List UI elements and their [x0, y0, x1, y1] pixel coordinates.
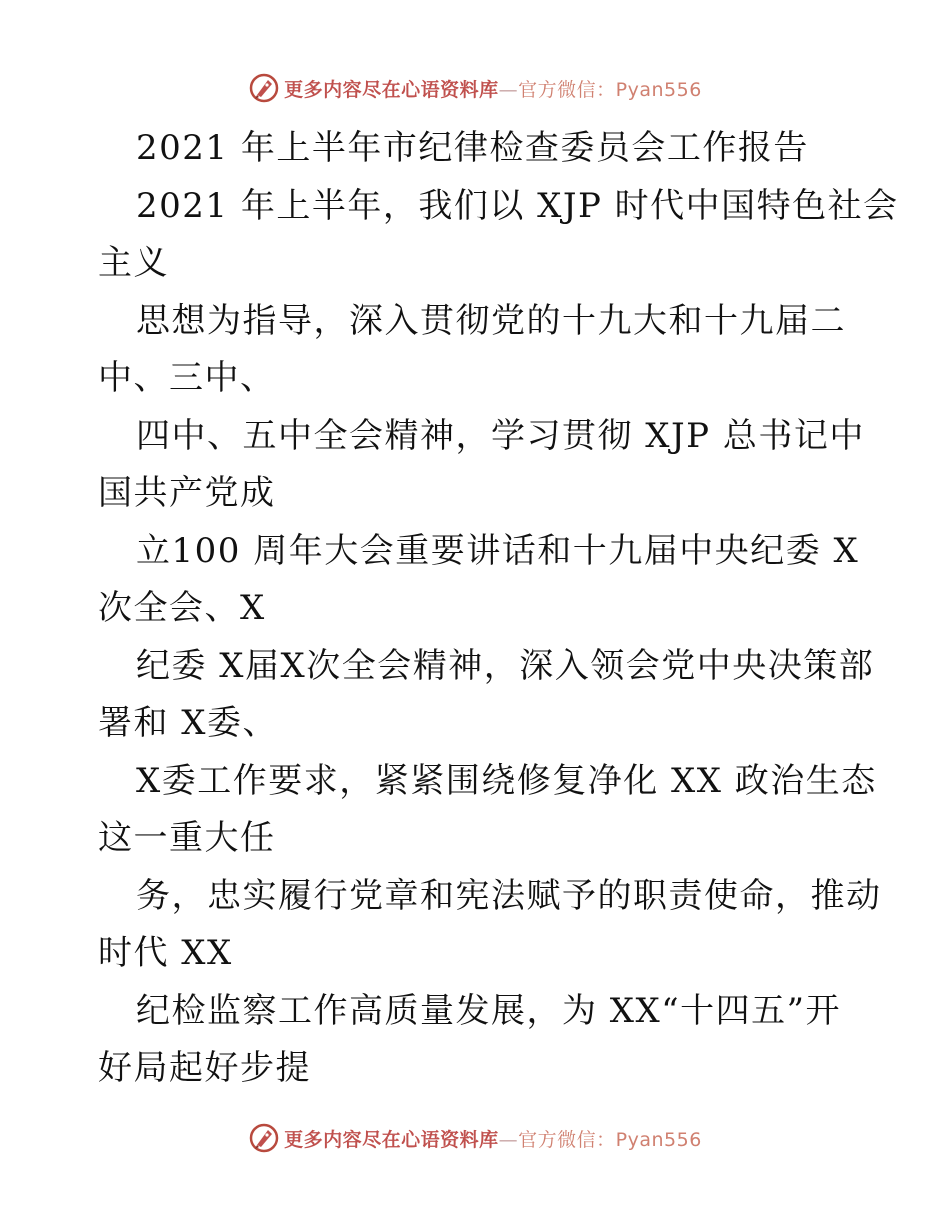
watermark-group — [248, 1122, 702, 1154]
paragraph-line: 立100 周年大会重要讲话和十九届中央纪委 X — [136, 530, 860, 571]
document-title: 2021 年上半年市纪律检查委员会工作报告 — [136, 128, 809, 168]
paragraph-line: 国共产党成 — [98, 473, 276, 513]
paragraph-line: 纪委 X届X次全会精神，深入领会党中央决策部 — [136, 645, 875, 686]
watermark-banner-top — [0, 72, 950, 104]
watermark-text: 更多内容尽在心语资料库—官方微信：Pyan556 — [284, 1128, 702, 1151]
watermark-banner-bottom — [0, 1122, 950, 1154]
paragraph-line: 这一重大任 — [98, 818, 276, 858]
paragraph-line: 2021 年上半年，我们以 XJP 时代中国特色社会 — [136, 185, 899, 226]
paragraph-line: 中、三中、 — [98, 358, 276, 398]
paragraph-line: 纪检监察工作高质量发展，为 XX“十四五”开 — [136, 990, 841, 1031]
paragraph-line: 次全会、X — [98, 588, 266, 628]
pen-nib-logo-icon — [248, 1122, 280, 1154]
paragraph-line: 时代 XX — [98, 933, 233, 973]
document-body — [98, 120, 899, 1098]
watermark-text: 更多内容尽在心语资料库—官方微信：Pyan556 — [284, 78, 702, 101]
paragraph-line: 思想为指导，深入贯彻党的十九大和十九届二 — [136, 300, 846, 341]
paragraph-line: 好局起好步提 — [98, 1048, 311, 1088]
watermark-group — [248, 72, 702, 104]
paragraph-line: X委工作要求，紧紧围绕修复净化 XX 政治生态 — [136, 760, 877, 801]
paragraph-line: 四中、五中全会精神，学习贯彻 XJP 总书记中 — [136, 415, 865, 456]
paragraph-line: 主义 — [98, 243, 169, 283]
paragraph-line: 务，忠实履行党章和宪法赋予的职责使命，推动 — [136, 875, 882, 916]
paragraph-line: 署和 X委、 — [98, 703, 279, 743]
pen-nib-logo-icon — [248, 72, 280, 104]
